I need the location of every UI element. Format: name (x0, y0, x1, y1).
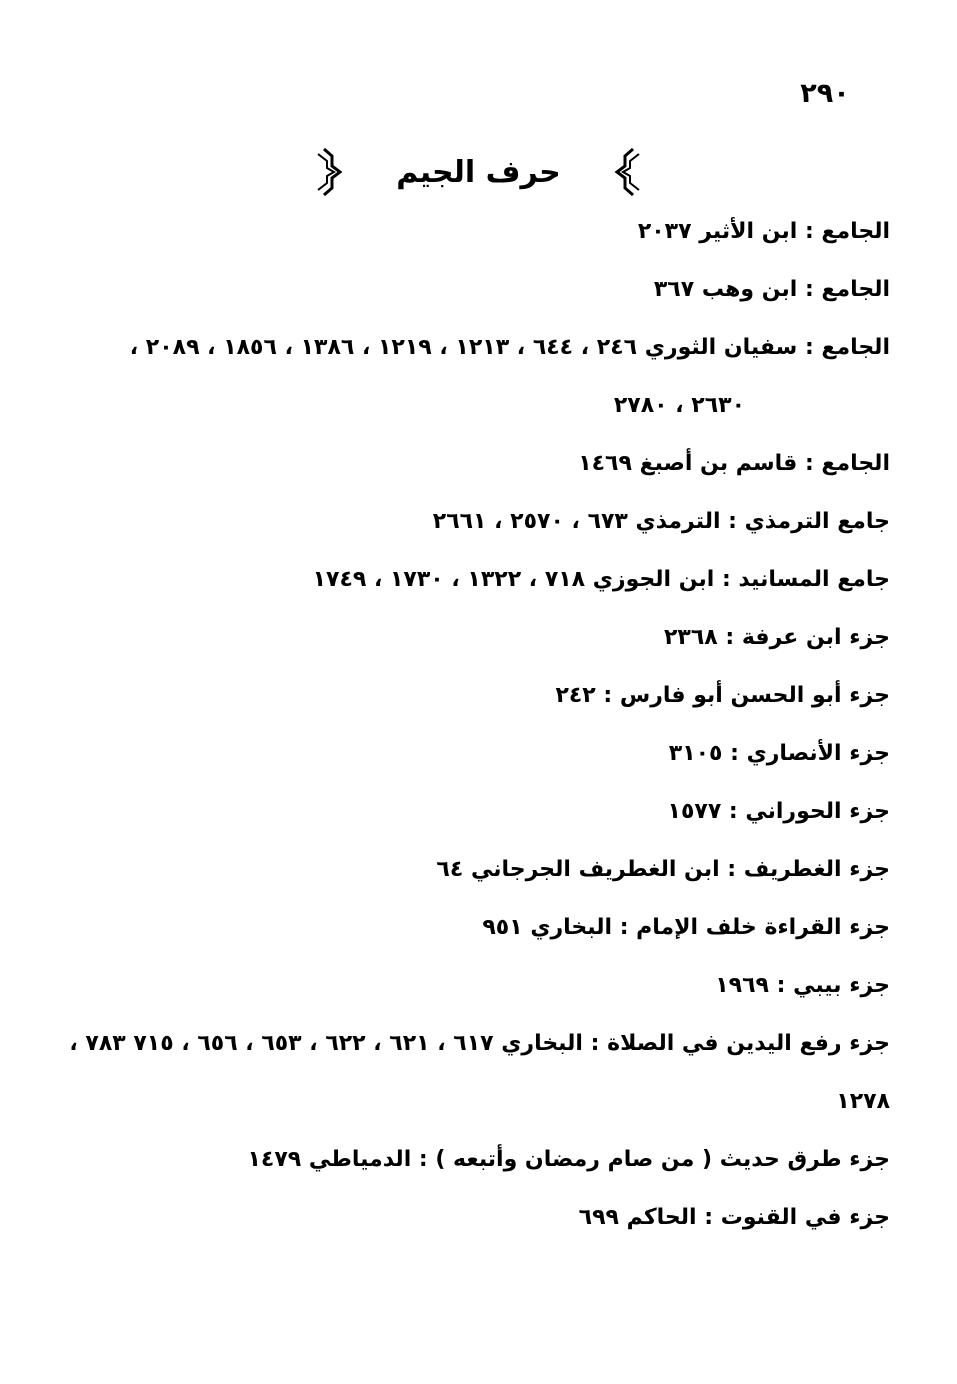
index-entry-continuation: ٢٦٣٠ ، ٢٧٨٠ (613, 393, 745, 418)
index-entry: جزء الأنصاري : ٣١٠٥ (668, 741, 890, 766)
index-entry: جزء الغطريف : ابن الغطريف الجرجاني ٦٤ (436, 857, 890, 882)
index-entries (69, 203, 890, 1247)
index-entry: الجامع : قاسم بن أصبغ ١٤٦٩ (578, 451, 890, 476)
index-entry: جزء أبو الحسن أبو فارس : ٢٤٢ (555, 683, 890, 708)
index-entry-continuation: ١٢٧٨ (836, 1089, 890, 1114)
index-entry: جزء في القنوت : الحاكم ٦٩٩ (578, 1205, 890, 1230)
index-entry: الجامع : ابن وهب ٣٦٧ (653, 277, 890, 302)
ornament-bracket-right-icon (613, 146, 641, 198)
section-heading (0, 142, 957, 202)
page-number: ٢٩٠ (800, 78, 850, 109)
index-entry: جزء طرق حديث ( من صام رمضان وأتبعه ) : الدمياطي ١٤٧٩ (247, 1147, 890, 1172)
index-entry: الجامع : ابن الأثير ٢٠٣٧ (637, 219, 890, 244)
ornament-bracket-left-icon (316, 146, 344, 198)
index-entry: جزء الحوراني : ١٥٧٧ (667, 799, 890, 824)
index-entry: جزء بيبي : ١٩٦٩ (715, 973, 890, 998)
heading-title: حرف الجيم (396, 154, 561, 190)
index-entry: جزء رفع اليدين في الصلاة : البخاري ٦١٧ ، ٦٢١ ، ٦٢٢ ، ٦٥٣ ، ٦٥٦ ، ٧١٥ ٧٨٣ ، (69, 1031, 890, 1056)
index-entry: جامع المسانيد : ابن الجوزي ٧١٨ ، ١٣٢٢ ، ١٧٣٠ ، ١٧٤٩ (312, 567, 890, 592)
index-entry: الجامع : سفيان الثوري ٢٤٦ ، ٦٤٤ ، ١٢١٣ ، ١٢١٩ ، ١٣٨٦ ، ١٨٥٦ ، ٢٠٨٩ ، (129, 335, 890, 360)
index-entry: جامع الترمذي : الترمذي ٦٧٣ ، ٢٥٧٠ ، ٢٦٦١ (432, 509, 890, 534)
index-entry: جزء ابن عرفة : ٢٣٦٨ (663, 625, 890, 650)
index-entry: جزء القراءة خلف الإمام : البخاري ٩٥١ (482, 915, 890, 940)
